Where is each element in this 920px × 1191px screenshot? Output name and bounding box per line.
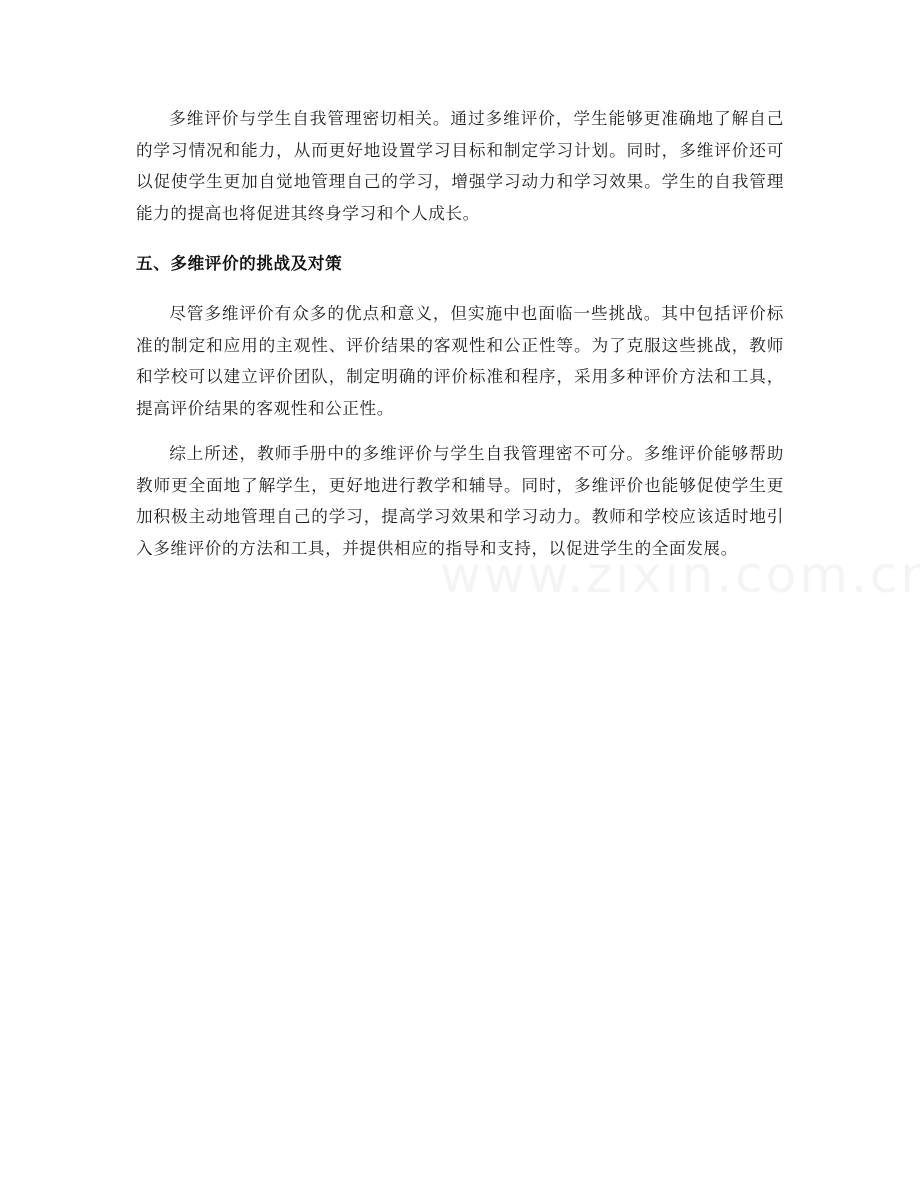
paragraph-challenges: 尽管多维评价有众多的优点和意义，但实施中也面临一些挑战。其中包括评价标准的制定和应用的主观性、评价结果的客观性和公正性等。为了克服这些挑战，教师和学校可以建立评价团队，制定明确的评价标准和程序，采用多种评价方法和工具，提高评价结果的客观性和公正性。 bbox=[136, 304, 784, 418]
section-heading: 五、多维评价的挑战及对策 bbox=[136, 254, 343, 273]
paragraph-conclusion: 综上所述，教师手册中的多维评价与学生自我管理密不可分。多维评价能够帮助教师更全面地了解学生，更好地进行教学和辅导。同时，多维评价也能够促使学生更加积极主动地管理自己的学习，提高学习效果和学习动力。教师和学校应该适时地引入多维评价的方法和工具，并提供相应的指导和支持，以促进学生的全面发展。 bbox=[136, 444, 784, 558]
document-body bbox=[136, 103, 784, 564]
paragraph-self-management: 多维评价与学生自我管理密切相关。通过多维评价，学生能够更准确地了解自己的学习情况和能力，从而更好地设置学习目标和制定学习计划。同时，多维评价还可以促使学生更加自觉地管理自己的学习，增强学习动力和学习效果。学生的自我管理能力的提高也将促进其终身学习和个人成长。 bbox=[136, 109, 784, 223]
